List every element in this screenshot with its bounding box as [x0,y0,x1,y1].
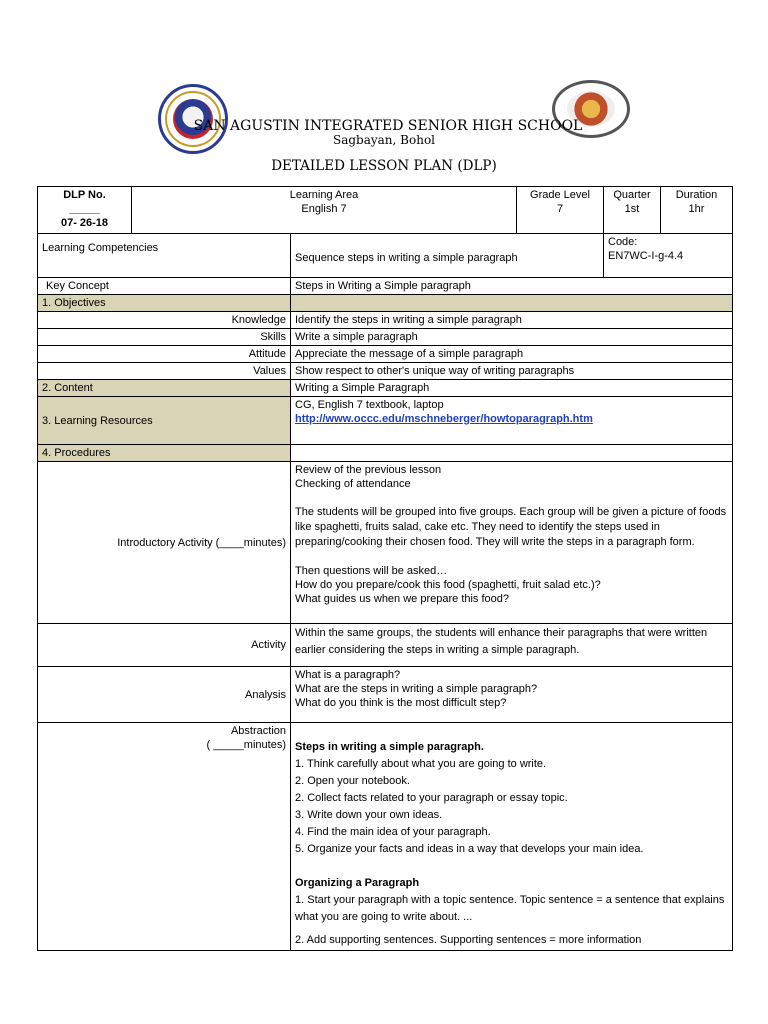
abstraction-label: Abstraction [230,725,286,737]
abstraction-label-cell [38,723,291,951]
info-row [38,187,733,234]
analysis-question: What is a paragraph? [295,669,401,681]
steps-heading: Steps in writing a simple paragraph. [295,741,484,753]
knowledge-label: Knowledge [38,312,291,329]
resources-cell [291,397,733,445]
document-title: DETAILED LESSON PLAN (DLP) [271,158,497,174]
intro-question: What guides us when we prepare this food? [295,593,510,605]
resources-heading: 3. Learning Resources [38,397,291,445]
introductory-activity-label: Introductory Activity (____minutes) [38,462,291,624]
step-item: 5. Organize your facts and ideas in a way that develops your main idea. [295,843,644,855]
knowledge-row [38,312,733,329]
key-concept-value: Steps in Writing a Simple paragraph [291,278,733,295]
resources-row [38,397,733,445]
school-name: SAN AGUSTIN INTEGRATED SENIOR HIGH SCHOOL [193,118,583,134]
attitude-label: Attitude [38,346,291,363]
content-row [38,380,733,397]
knowledge-value: Identify the steps in writing a simple paragraph [291,312,733,329]
activity-label: Activity [38,624,291,667]
analysis-row [38,667,733,723]
step-item: 2. Open your notebook. [295,775,410,787]
skills-row [38,329,733,346]
step-item: 3. Write down your own ideas. [295,809,443,821]
values-label: Values [38,363,291,380]
procedures-heading: 4. Procedures [38,445,291,462]
abstraction-minutes: ( _____minutes) [206,739,286,751]
learning-area-value: English 7 [301,203,347,215]
introductory-activity-cell [291,462,733,624]
objectives-heading: 1. Objectives [38,295,291,312]
organizing-item: 1. Start your paragraph with a topic sentence. Topic sentence = a sentence that explains what you are going to write about. ... [295,894,725,923]
resources-text: CG, English 7 textbook, laptop [295,399,444,411]
content-heading: 2. Content [38,380,291,397]
step-item: 2. Collect facts related to your paragraph or essay topic. [295,792,568,804]
duration-cell: Duration 1hr [661,187,733,234]
analysis-question: What do you think is the most difficult step? [295,697,507,709]
key-concept-label: Key Concept [38,278,291,295]
lesson-date: 07- 26-18 [60,217,109,229]
content-value: Writing a Simple Paragraph [291,380,733,397]
procedures-heading-row [38,445,733,462]
intro-line: Checking of attendance [295,478,411,490]
resource-link[interactable]: http://www.occc.edu/mschneberger/howtoparagraph.htm [295,413,593,425]
skills-value: Write a simple paragraph [291,329,733,346]
dlp-no-cell: DLP No. _____ 07- 26-18 [38,187,132,234]
attitude-row [38,346,733,363]
introductory-activity-row [38,462,733,624]
organizing-item: 2. Add supporting sentences. Supporting sentences = more information [295,934,642,946]
competencies-label: Learning Competencies [38,234,291,278]
step-item: 4. Find the main idea of your paragraph. [295,826,491,838]
activity-text: Within the same groups, the students will enhance their paragraphs that were written earlier considering the steps in writing a simple paragraph. [291,624,733,667]
skills-label: Skills [38,329,291,346]
abstraction-cell [291,723,733,951]
competency-code: EN7WC-I-g-4.4 [608,250,684,262]
activity-row [38,624,733,667]
analysis-cell [291,667,733,723]
analysis-label: Analysis [38,667,291,723]
lesson-plan-table [37,186,733,951]
analysis-question: What are the steps in writing a simple paragraph? [295,683,538,695]
organizing-heading: Organizing a Paragraph [295,877,420,889]
learning-area-cell: Learning Area English 7 [132,187,517,234]
grade-level-cell: Grade Level 7 [517,187,604,234]
values-row [38,363,733,380]
duration-value: 1hr [688,203,705,215]
code-cell: Code: EN7WC-I-g-4.4 [604,234,733,278]
quarter-value: 1st [624,203,640,215]
attitude-value: Appreciate the message of a simple paragraph [291,346,733,363]
intro-question: Then questions will be asked… [295,565,448,577]
competencies-value: Sequence steps in writing a simple paragraph [291,234,604,278]
intro-question: How do you prepare/cook this food (spaghetti, fruit salad etc.)? [295,579,601,591]
intro-paragraph: The students will be grouped into five groups. Each group will be given a picture of foods like spaghetti, fruits salad, cake etc. They need to identify the steps used in preparing/cooking their chosen food. They will write the steps in a paragraph form. [295,506,727,548]
step-item: 1. Think carefully about what you are going to write. [295,758,547,770]
grade-level-value: 7 [556,203,564,215]
values-value: Show respect to other's unique way of writing paragraphs [291,363,733,380]
abstraction-row [38,723,733,951]
objectives-heading-row [38,295,733,312]
key-concept-row [38,278,733,295]
quarter-cell: Quarter 1st [604,187,661,234]
intro-line: Review of the previous lesson [295,464,442,476]
competencies-row [38,234,733,278]
school-location: Sagbayan, Bohol [332,133,436,147]
